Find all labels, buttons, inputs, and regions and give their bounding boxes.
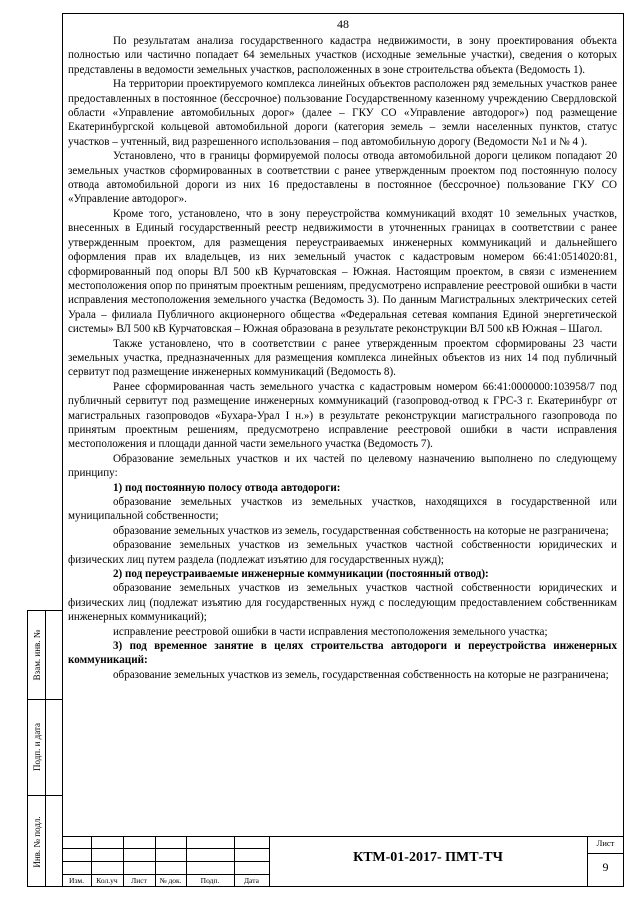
vzam-inv-label: Взам. инв. №: [31, 629, 42, 681]
side-stamp: [27, 610, 62, 887]
document-body: [68, 34, 617, 682]
paragraph: Также установлено, что в соответствии с ранее утвержденным проектом сформированы 23 части земельных участка, предназначенных для размещения комплекса линейных объектов из них 14 под публичный сервитут под размещение инженерных коммуникаций (Ведомость 8).: [68, 337, 617, 379]
paragraph: По результатам анализа государственного кадастра недвижимости, в зону проектирования объекта полностью или частично попадает 64 земельных участков (исходные земельные участки), сведения о которых представлены в ведомости земельных участков, расположенных в зоне строительства объекта (Ведомость 1).: [68, 35, 617, 76]
col-izm: Изм.: [69, 876, 84, 885]
col-kol-uch: Кол.уч: [96, 876, 118, 885]
col-list: Лист: [131, 876, 147, 885]
paragraph: Ранее сформированная часть земельного участка с кадастровым номером 66:41:0000000:103958/7 под публичный сервитут под размещение инженерных коммуникаций (газопровод-отвод к ГРС-3 г. Екатеринбург от магистральных газопроводов «Бухара-Урал I н.») в результате реконструкции магистрального газопровода по принятым проектным решениям, предусмотрено исправление реестровой ошибки в части исправления местоположения и площади данной части земельного участка (Ведомость 7).: [68, 380, 617, 451]
paragraph: Установлено, что в границы формируемой полосы отвода автомобильной дороги целиком попадают 20 земельных участков сформированных в соответствии с ранее утвержденным проектом под постоянную полосу отвода автомобильной дороги из них 16 предоставлены в постоянное (бессрочное) пользование ГКУ СО «Управление автодорог».: [68, 150, 617, 206]
sheet-number: 9: [602, 860, 609, 874]
inv-podl-label: Инв. № подл.: [31, 815, 42, 868]
col-data: Дата: [244, 876, 259, 885]
paragraph: Кроме того, установлено, что в зону переустройства коммуникаций входят 10 земельных участков, внесенных в Единый государственный реестр недвижимости в уточненных границах в соответствии с ранее утвержденным проектом, для размещения переустраиваемых инженерных коммуникаций и дальнейшего оформления прав их владельцев, из них земельный участок с кадастровым номером 66:41:0514020:81, сформированный под опоры ВЛ 500 кВ Курчатовская – Южная. Настоящим проектом, в связи с изменением местоположения опор по принятым проектным решениям, предусмотрено исправление реестровой ошибки в части исправления местоположения земельного участка (Ведомость 3). По данным Магистральных электрических сетей Урала – филиала Публичного акционерного общества «Федеральная сетевая компания Единой энергетической системы» ВЛ 500 кВ Курчатовская – Южная образована в результате реконструкции ВЛ 500 кВ Южная – Шагол.: [68, 207, 617, 336]
section-heading: 2) под переустраиваемые инженерные коммуникации (постоянный отвод):: [113, 568, 489, 581]
section-heading: 1) под постоянную полосу отвода автодороги:: [113, 481, 341, 494]
col-n-dok: № док.: [159, 876, 182, 885]
paragraph: образование земельных участков из земель, государственная собственность на которые не разграничена;: [113, 668, 609, 681]
paragraph: исправление реестровой ошибки в части исправления местоположения земельного участка;: [113, 625, 548, 638]
paragraph: образование земельных участков из земельных участков частной собственности юридических и физических лиц путем раздела (подлежат изъятию для государственных нужд);: [68, 539, 617, 566]
document-code: КТМ-01-2017- ПМТ-ТЧ: [353, 850, 503, 865]
paragraph: На территории проектируемого комплекса линейных объектов расположен ряд земельных участков ранее предоставленных в постоянное (бессрочное) пользование Государственному казенному учреждению Свердловской области «Управление автомобильных дорог» (далее – ГКУ СО «Управление автодорог») под размещение Екатеринбургской кольцевой автомобильной дороги (категория земель – земли населенных пунктов, статус участков – учтенный, вид разрешенного использования – под автомобильную дорогу (Ведомости №1 и № 4 ).: [68, 78, 617, 148]
title-block: [62, 836, 624, 887]
section-heading: 3) под временное занятие в целях строительства автодороги и переустройства инженерных коммуникаций:: [68, 640, 617, 667]
page-number: 48: [337, 17, 349, 31]
paragraph: образование земельных участков из земель, государственная собственность на которые не разграничена;: [113, 524, 609, 537]
col-podp: Подп.: [200, 876, 220, 885]
paragraph: образование земельных участков из земельных участков частной собственности юридических и физических лиц (подлежат изъятию для государственных нужд с последующим предоставлением собственникам инженерных коммуникаций);: [68, 582, 617, 624]
podp-data-label: Подп. и дата: [31, 722, 42, 772]
paragraph: Образование земельных участков и их частей по целевому назначению выполнено по следующему принципу:: [68, 452, 617, 480]
sheet-label: Лист: [596, 838, 615, 848]
paragraph: образование земельных участков из земельных участков, находящихся в государственной или муниципальной собственности;: [68, 496, 617, 523]
